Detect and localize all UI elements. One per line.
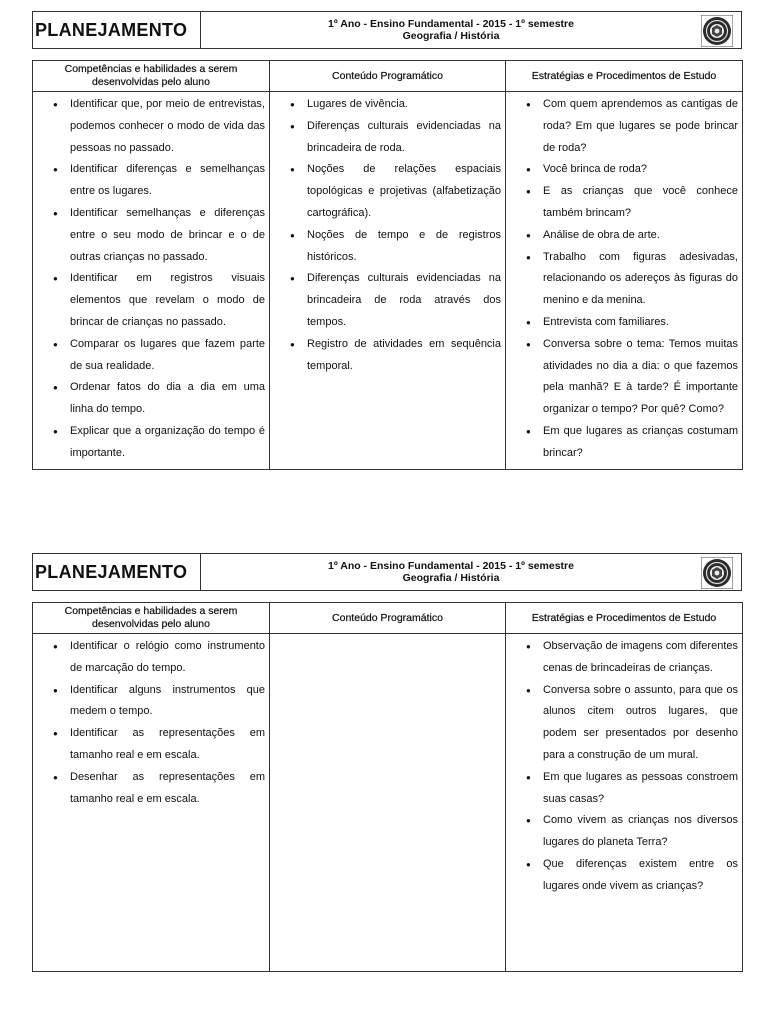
- list-item: ● Lugares de vivência.: [270, 94, 501, 116]
- list-item: ● Identificar semelhanças e diferenças entre o seu modo de brincar e o de outras crianças no passado.: [33, 203, 265, 268]
- estrategias-cell: [506, 92, 743, 470]
- conteudo-cell: [270, 92, 506, 470]
- planning-title: PLANEJAMENTO: [33, 12, 201, 48]
- competencias-cell: [33, 92, 270, 470]
- subject-line: Geografia / História: [402, 30, 500, 42]
- list-item: ● Explicar que a organização do tempo é importante.: [33, 421, 265, 465]
- list-item: ● Noções de relações espaciais topológicas e projetivas (alfabetização cartográfica).: [270, 159, 501, 224]
- estrategias-list: [506, 634, 742, 900]
- estrategias-cell: [506, 634, 743, 972]
- conteudo-list: [270, 92, 505, 379]
- list-item: ● E as crianças que você conhece também brincam?: [506, 181, 738, 225]
- list-item: ● Comparar os lugares que fazem parte de sua realidade.: [33, 334, 265, 378]
- list-item: ● Análise de obra de arte.: [506, 225, 738, 247]
- list-item: ● Identificar alguns instrumentos que medem o tempo.: [33, 680, 265, 724]
- list-item: ● Desenhar as representações em tamanho real e em escala.: [33, 767, 265, 811]
- grade-line: 1º Ano - Ensino Fundamental - 2015 - 1º semestre: [328, 18, 574, 30]
- column-header-conteudo: Conteúdo Programático: [270, 603, 506, 634]
- list-item: ● Em que lugares as pessoas constroem suas casas?: [506, 767, 738, 811]
- subject-line: Geografia / História: [402, 572, 500, 584]
- competencias-cell: [33, 634, 270, 972]
- list-item: ● Identificar o relógio como instrumento de marcação do tempo.: [33, 636, 265, 680]
- column-header-competencias: Competências e habilidades a serem desenvolvidas pelo aluno: [33, 603, 270, 634]
- column-header-conteudo: Conteúdo Programático: [270, 61, 506, 92]
- list-item: ● Noções de tempo e de registros históricos.: [270, 225, 501, 269]
- header-info: [201, 554, 741, 590]
- list-item: ● Entrevista com familiares.: [506, 312, 738, 334]
- column-header-competencias: Competências e habilidades a serem desenvolvidas pelo aluno: [33, 61, 270, 92]
- list-item: ● Você brinca de roda?: [506, 159, 738, 181]
- grade-line: 1º Ano - Ensino Fundamental - 2015 - 1º semestre: [328, 560, 574, 572]
- list-item: ● Identificar em registros visuais elementos que revelam o modo de brincar de crianças no passado.: [33, 268, 265, 333]
- list-item: ● Diferenças culturais evidenciadas na brincadeira de roda.: [270, 116, 501, 160]
- list-item: ● Identificar as representações em tamanho real e em escala.: [33, 723, 265, 767]
- list-item: ● Conversa sobre o tema: Temos muitas atividades no dia a dia: o que fazemos pela manhã? E à tarde? É importante organizar o tempo? Por quê? Como?: [506, 334, 738, 421]
- list-item: ● Diferenças culturais evidenciadas na brincadeira de roda através dos tempos.: [270, 268, 501, 333]
- list-item: ● Registro de atividades em sequência temporal.: [270, 334, 501, 378]
- list-item: ● Identificar que, por meio de entrevistas, podemos conhecer o modo de vida das pessoas no passado.: [33, 94, 265, 159]
- column-header-estrategias: Estratégias e Procedimentos de Estudo: [506, 61, 743, 92]
- school-logo-icon: [701, 15, 733, 47]
- list-item: ● Observação de imagens com diferentes cenas de brincadeiras de crianças.: [506, 636, 738, 680]
- list-item: ● Conversa sobre o assunto, para que os alunos citem outros lugares, que podem ser presentados por desenho para a construção de um mural.: [506, 680, 738, 767]
- list-item: ● Como vivem as crianças nos diversos lugares do planeta Terra?: [506, 810, 738, 854]
- competencias-list: [33, 634, 269, 812]
- planning-header-2: [32, 553, 742, 591]
- estrategias-list: [506, 92, 742, 467]
- list-item: ● Em que lugares as crianças costumam brincar?: [506, 421, 738, 465]
- planning-title: PLANEJAMENTO: [33, 554, 201, 590]
- list-item: ● Que diferenças existem entre os lugares onde vivem as crianças?: [506, 854, 738, 898]
- planning-header-1: [32, 11, 742, 49]
- list-item: ● Trabalho com figuras adesivadas, relacionando os adereços às figuras do menino e da menina.: [506, 247, 738, 312]
- header-info: [201, 12, 741, 48]
- competencias-list: [33, 92, 269, 467]
- planning-table-1: [32, 60, 743, 470]
- list-item: ● Com quem aprendemos as cantigas de roda? Em que lugares se pode brincar de roda?: [506, 94, 738, 159]
- conteudo-cell: [270, 634, 506, 972]
- list-item: ● Identificar diferenças e semelhanças entre os lugares.: [33, 159, 265, 203]
- list-item: ● Ordenar fatos do dia a dia em uma linha do tempo.: [33, 377, 265, 421]
- column-header-estrategias: Estratégias e Procedimentos de Estudo: [506, 603, 743, 634]
- school-logo-icon: [701, 557, 733, 589]
- planning-table-2: [32, 602, 743, 972]
